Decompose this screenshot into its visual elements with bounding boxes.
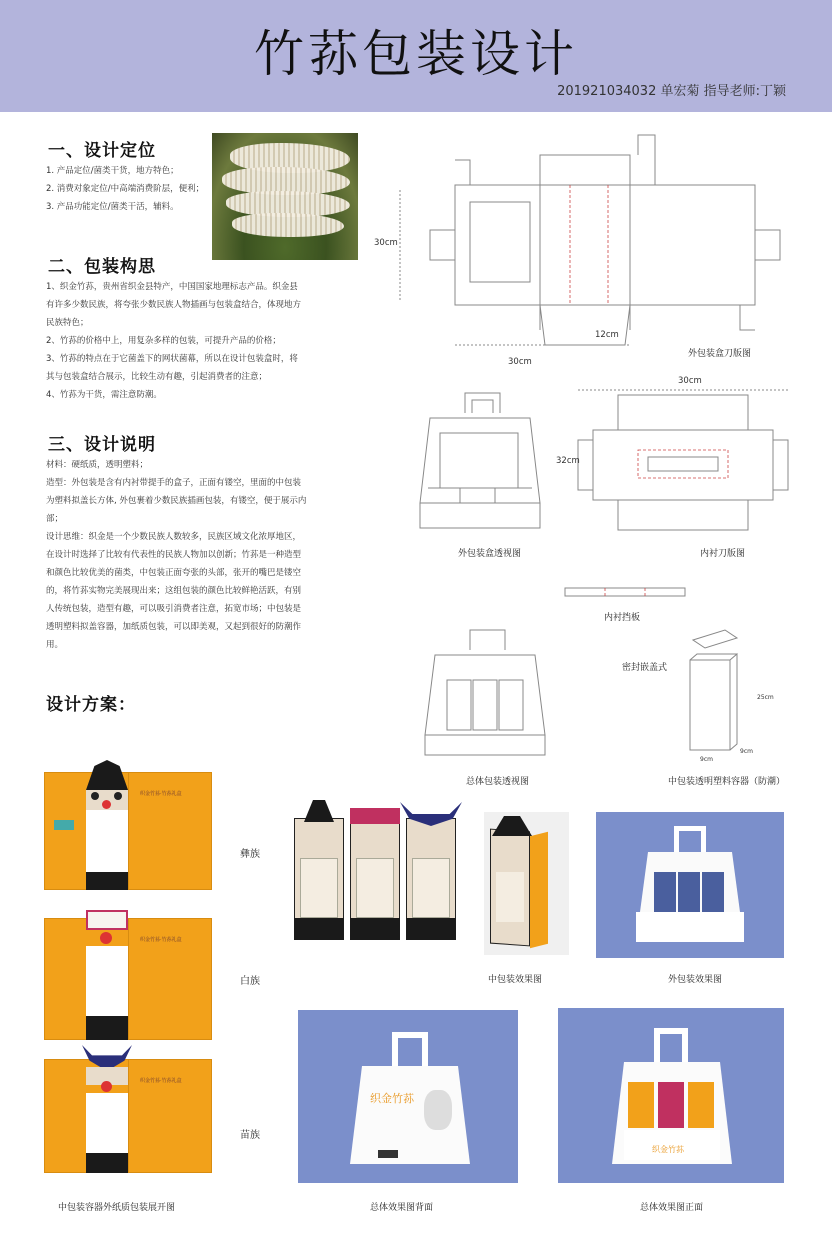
section2-line: 2、竹荪的价格中上，用复杂多样的包装，可提升产品的价格； <box>46 336 281 346</box>
back-render-caption: 总体效果图背面 <box>370 1203 434 1213</box>
front-brand-text: 织金竹荪 <box>652 1145 684 1154</box>
net-miao <box>44 1045 219 1175</box>
section3-line: 和颜色比较优美的菌类，中包装正面夸张的头部，张开的嘴巴是镂空 <box>46 568 302 578</box>
inner-die-dim-top: 30cm <box>678 376 702 386</box>
inner-board-dieline <box>565 588 685 598</box>
container-caption: 中包装透明塑料容器（防潮） <box>668 777 786 787</box>
section3-line: 设计思维：织金是一个少数民族人数较多，民族区域文化浓厚地区， <box>46 532 302 542</box>
section3-line: 造型：外包装是含有内衬带提手的盒子，正面有镂空，里面的中包装 <box>46 478 302 488</box>
net-yi <box>44 760 219 900</box>
section3-line: 在设计时选择了比较有代表性的民族人物加以创新；竹荪是一种造型 <box>46 550 302 560</box>
section3-line: 透明塑料拟盖容器，加纸质包装，可以即美观，又起到很好的防潮作 <box>46 622 302 632</box>
back-render <box>298 1010 518 1183</box>
middle-packages-trio <box>292 800 470 945</box>
page-title: 竹荪包装设计 <box>254 25 578 83</box>
net-panel-text: 织金竹荪·竹荪礼盒 <box>140 937 182 943</box>
container-dim-side: 25cm <box>757 694 774 701</box>
middle-package-single <box>484 812 569 955</box>
outer-die-dim-left: 30cm <box>374 238 398 248</box>
plastic-container <box>685 630 745 760</box>
inner-die-dim-left: 32cm <box>556 456 580 466</box>
section1-item: 3. 产品功能定位/菌类干活，辅料。 <box>46 202 179 212</box>
section3-line: 用。 <box>46 640 64 650</box>
outer-perspective-caption: 外包装盒透视图 <box>458 549 522 559</box>
outer-render-caption: 外包装效果图 <box>668 975 723 985</box>
front-render <box>558 1008 784 1183</box>
section2-line: 4、竹荪为干货，需注意防潮。 <box>46 390 162 400</box>
outer-render <box>596 812 784 958</box>
section2-line: 有许多少数民族，将夸张少数民族人物插画与包装盒结合，体现地方 <box>46 300 302 310</box>
net-panel-text: 织金竹荪·竹荪礼盒 <box>140 1078 182 1084</box>
section3-line: 材料：硬纸质，透明塑料； <box>46 460 149 470</box>
author-line: 201921034032 单宏菊 指导老师:丁颖 <box>557 84 786 99</box>
scheme-heading: 设计方案： <box>46 695 136 715</box>
section3-heading: 三、设计说明 <box>48 435 156 455</box>
section2-heading: 二、包装构思 <box>48 257 156 277</box>
net-bai <box>44 910 219 1045</box>
bamboo-fungus-photo <box>212 133 358 260</box>
section1-item: 2. 消费对象定位/中高端消费阶层，便利； <box>46 184 205 194</box>
inner-board-caption: 内衬挡板 <box>604 613 641 623</box>
front-render-caption: 总体效果图正面 <box>640 1203 704 1213</box>
ethnic-label-miao: 苗族 <box>240 1130 260 1141</box>
net-panel-text: 织金竹荪·竹荪礼盒 <box>140 791 182 797</box>
outer-box-dieline <box>380 130 800 360</box>
section1-list <box>46 162 216 216</box>
section3-line: 人传统包装，造型有趣，可以吸引消费者注意，拓宽市场；中包装是 <box>46 604 302 614</box>
section2-line: 民族特色； <box>46 318 89 328</box>
container-dim-bottom-a: 9cm <box>700 756 713 763</box>
overall-perspective <box>425 625 555 760</box>
bag-brand-text: 织金竹荪 <box>370 1092 414 1105</box>
section3-body <box>46 456 336 654</box>
middle-render-caption: 中包装效果图 <box>488 975 543 985</box>
outer-die-dim-mid: 12cm <box>595 330 619 340</box>
container-dim-bottom-b: 9cm <box>740 748 753 755</box>
ethnic-label-yi: 彝族 <box>240 849 260 860</box>
overall-perspective-caption: 总体包装透视图 <box>466 777 530 787</box>
section3-line: 的，将竹荪实物完美展现出来；这组包装的颜色比较鲜艳活跃，有别 <box>46 586 302 596</box>
container-lid-label: 密封嵌盖式 <box>622 663 668 673</box>
outer-box-perspective <box>420 388 550 538</box>
inner-lining-dieline <box>578 395 788 535</box>
section2-body <box>46 278 336 404</box>
nets-caption: 中包装容器外纸质包装展开图 <box>58 1203 176 1213</box>
section3-line: 部； <box>46 514 64 524</box>
section2-line: 其与包装盒结合展示，比较生动有趣，引起消费者的注意； <box>46 372 268 382</box>
section2-line: 1、织金竹荪，贵州省织金县特产，中国国家地理标志产品。织金县 <box>46 282 298 292</box>
section1-item: 1. 产品定位/菌类干货，地方特色； <box>46 166 179 176</box>
ethnic-label-bai: 白族 <box>240 976 260 987</box>
inner-die-caption: 内衬刀版图 <box>700 549 746 559</box>
outer-die-caption: 外包装盒刀版图 <box>688 349 752 359</box>
section2-line: 3、竹荪的特点在于它菌盖下的网状菌幕，所以在设计包装盒时，将 <box>46 354 298 364</box>
outer-die-dim-bottom: 30cm <box>508 357 532 367</box>
section3-line: 为塑料拟盖长方体, 外包裹着少数民族插画包装，有镂空，便于展示内 <box>46 496 307 506</box>
section1-heading: 一、设计定位 <box>48 141 156 161</box>
